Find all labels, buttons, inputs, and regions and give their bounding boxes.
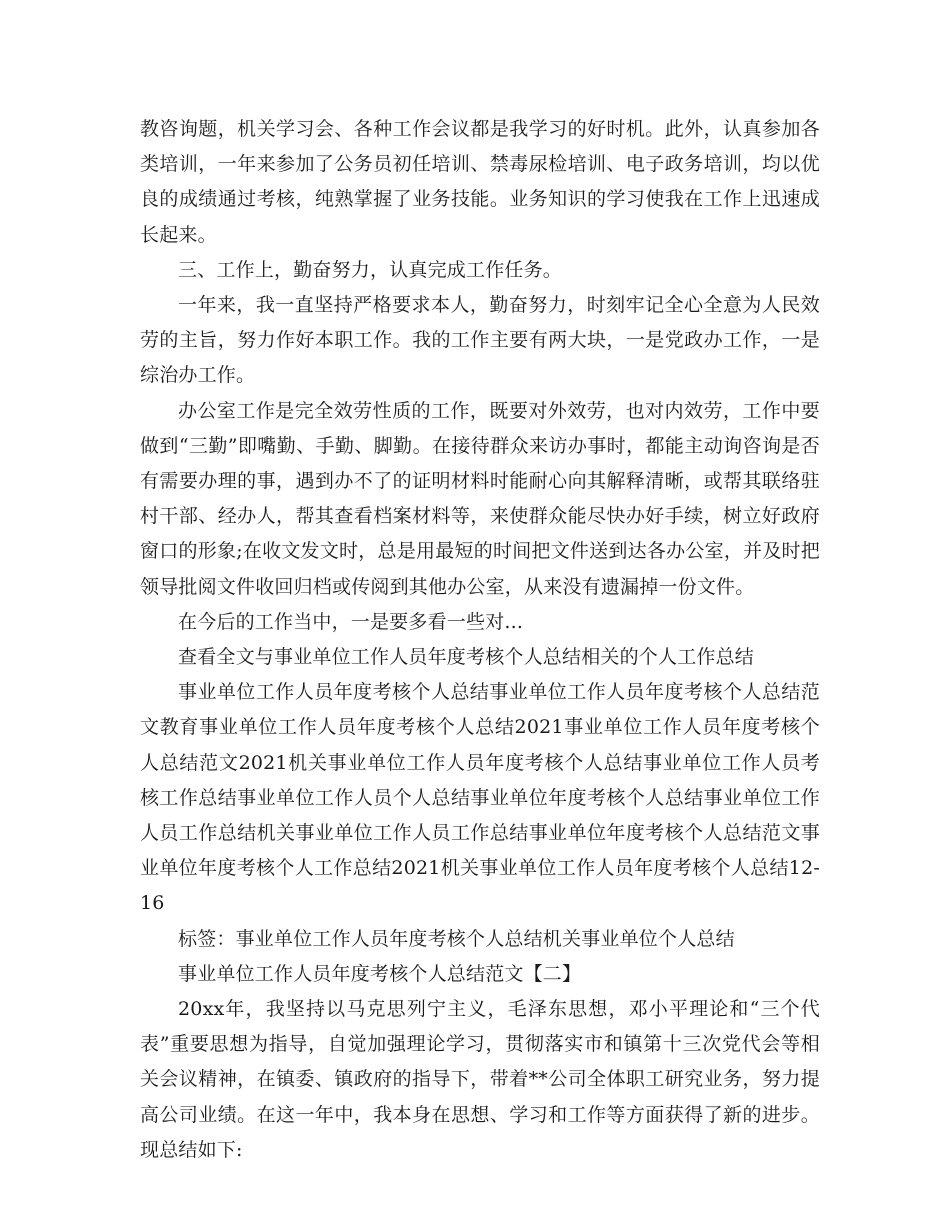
related-articles-link-text: 查看全文与事业单位工作人员年度考核个人总结相关的个人工作总结 xyxy=(178,646,755,669)
related-articles-list: 事业单位工作人员年度考核个人总结事业单位工作人员年度考核个人总结范文教育事业单位工作人员年度考核个人总结2021事业单位工作人员年度考核个人总结范文2021机关事业单位工作人员年度考核个人总结事业单位工作人员考核工作总结事业单位工作人员个人总结事业单位年度考核个人总结事业单位工作人员工作总结机关事业单位工作人员工作总结事业单位年度考核个人总结范文事业单位年度考核个人工作总结2021机关事业单位工作人员年度考核个人总结12-16 xyxy=(140,681,820,915)
paragraph-year-work: 一年来，我一直坚持严格要求本人，勤奋努力，时刻牢记全心全意为人民效劳的主旨，努力作好本职工作。我的工作主要有两大块，一是党政办工作，一是综治办工作。 xyxy=(140,294,820,387)
section-title-sample-two: 事业单位工作人员年度考核个人总结范文【二】 xyxy=(178,962,582,985)
paragraph-summary-intro: 20xx年，我坚持以马克思列宁主义，毛泽东思想，邓小平理论和“三个代表”重要思想为指导，自觉加强理论学习，贯彻落实市和镇第十三次党代会等相关会议精神，在镇委、镇政府的指导下，带着**公司全体职工研究业务，努力提高公司业绩。在这一年中，我本身在思想、学习和工作等方面获得了新的进步。现总结如下: xyxy=(140,998,820,1161)
tags-line: 标签：事业单位工作人员年度考核个人总结机关事业单位个人总结 xyxy=(178,927,735,950)
paragraph-training: 教咨询题，机关学习会、各种工作会议都是我学习的好时机。此外，认真参加各类培训，一年来参加了公务员初任培训、禁毒尿检培训、电子政务培训，均以优良的成绩通过考核，纯熟掌握了业务技能。业务知识的学习使我在工作上迅速成长起来。 xyxy=(140,118,820,246)
document-body xyxy=(140,112,820,1168)
paragraph-future-work: 在今后的工作当中，一是要多看一些对... xyxy=(178,610,524,633)
paragraph-office-work: 办公室工作是完全效劳性质的工作，既要对外效劳，也对内效劳，工作中要做到“三勤”即嘴勤、手勤、脚勤。在接待群众来访办事时，都能主动询咨询是否有需要办理的事，遇到办不了的证明材料时能耐心向其解释清晰，或帮其联络驻村干部、经办人，帮其查看档案材料等，来使群众能尽快办好手续，树立好政府窗口的形象;在收文发文时，总是用最短的时间把文件送到达各办公室，并及时把领导批阅文件收回归档或传阅到其他办公室，从来没有遗漏掉一份文件。 xyxy=(140,399,820,598)
section-heading-work: 三、工作上，勤奋努力，认真完成工作任务。 xyxy=(178,258,563,281)
